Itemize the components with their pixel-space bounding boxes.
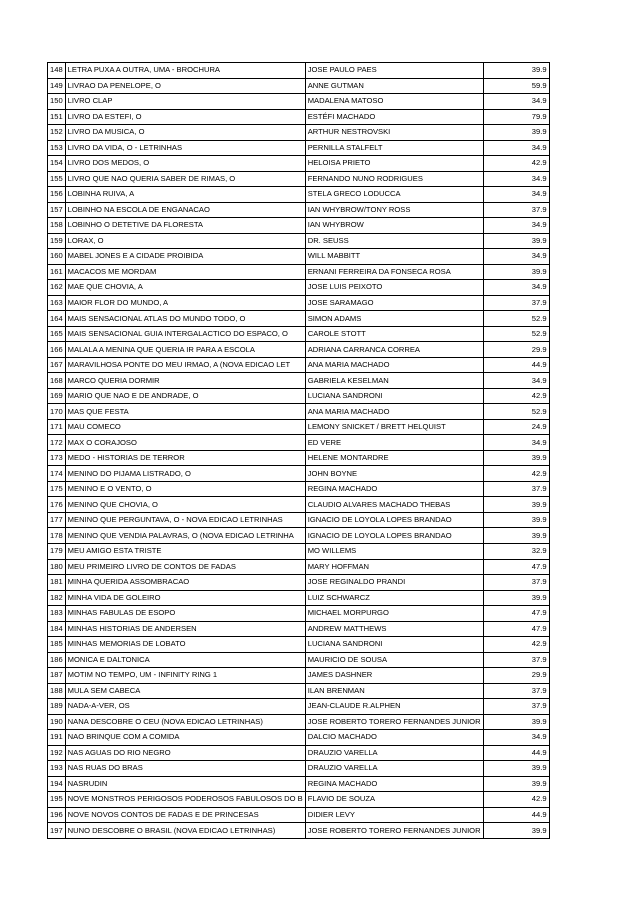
row-number: 161: [48, 264, 66, 280]
row-number: 193: [48, 761, 66, 777]
author-cell: FERNANDO NUNO RODRIGUES: [305, 171, 483, 187]
row-number: 177: [48, 512, 66, 528]
price-cell: 37.9: [483, 683, 549, 699]
book-title-cell: NAO BRINQUE COM A COMIDA: [65, 730, 305, 746]
table-row: [48, 233, 550, 249]
price-cell: 42.9: [483, 388, 549, 404]
book-title-cell: LETRA PUXA A OUTRA, UMA - BROCHURA: [65, 63, 305, 79]
book-title-cell: MEDO - HISTORIAS DE TERROR: [65, 450, 305, 466]
author-cell: LUCIANA SANDRONI: [305, 388, 483, 404]
price-cell: 34.9: [483, 373, 549, 389]
book-title-cell: MAIS SENSACIONAL ATLAS DO MUNDO TODO, O: [65, 311, 305, 327]
book-title-cell: LIVRO DA MUSICA, O: [65, 125, 305, 141]
row-number: 150: [48, 94, 66, 110]
price-cell: 34.9: [483, 171, 549, 187]
book-title-cell: NAS RUAS DO BRAS: [65, 761, 305, 777]
book-title-cell: MOTIM NO TEMPO, UM - INFINITY RING 1: [65, 668, 305, 684]
row-number: 188: [48, 683, 66, 699]
book-title-cell: LORAX, O: [65, 233, 305, 249]
table-row: [48, 311, 550, 327]
table-row: [48, 823, 550, 839]
row-number: 185: [48, 637, 66, 653]
row-number: 172: [48, 435, 66, 451]
table-row: [48, 109, 550, 125]
author-cell: HELENE MONTARDRE: [305, 450, 483, 466]
row-number: 183: [48, 606, 66, 622]
book-title-cell: MALALA A MENINA QUE QUERIA IR PARA A ESCOLA: [65, 342, 305, 358]
author-cell: LUCIANA SANDRONI: [305, 637, 483, 653]
row-number: 165: [48, 326, 66, 342]
row-number: 187: [48, 668, 66, 684]
row-number: 178: [48, 528, 66, 544]
table-row: [48, 792, 550, 808]
author-cell: MARY HOFFMAN: [305, 559, 483, 575]
book-title-cell: MARIO QUE NAO E DE ANDRADE, O: [65, 388, 305, 404]
table-row: [48, 419, 550, 435]
author-cell: IGNACIO DE LOYOLA LOPES BRANDAO: [305, 528, 483, 544]
author-cell: ANA MARIA MACHADO: [305, 357, 483, 373]
book-title-cell: LIVRO CLAP: [65, 94, 305, 110]
table-row: [48, 94, 550, 110]
table-row: [48, 590, 550, 606]
author-cell: GABRIELA KESELMAN: [305, 373, 483, 389]
table-row: [48, 699, 550, 715]
row-number: 153: [48, 140, 66, 156]
author-cell: SIMON ADAMS: [305, 311, 483, 327]
table-row: [48, 466, 550, 482]
row-number: 171: [48, 419, 66, 435]
book-title-cell: NAS AGUAS DO RIO NEGRO: [65, 745, 305, 761]
table-row: [48, 575, 550, 591]
author-cell: ILAN BRENMAN: [305, 683, 483, 699]
price-cell: 37.9: [483, 652, 549, 668]
table-row: [48, 249, 550, 265]
book-title-cell: MAIOR FLOR DO MUNDO, A: [65, 295, 305, 311]
price-cell: 39.9: [483, 264, 549, 280]
table-row: [48, 357, 550, 373]
row-number: 156: [48, 187, 66, 203]
table-row: [48, 714, 550, 730]
author-cell: CLAUDIO ALVARES MACHADO THEBAS: [305, 497, 483, 513]
row-number: 162: [48, 280, 66, 296]
row-number: 163: [48, 295, 66, 311]
book-title-cell: MEU AMIGO ESTA TRISTE: [65, 543, 305, 559]
table-row: [48, 326, 550, 342]
price-cell: 39.9: [483, 233, 549, 249]
table-row: [48, 776, 550, 792]
author-cell: CAROLE STOTT: [305, 326, 483, 342]
table-row: [48, 450, 550, 466]
book-title-cell: LOBINHO O DETETIVE DA FLORESTA: [65, 218, 305, 234]
author-cell: ANDREW MATTHEWS: [305, 621, 483, 637]
row-number: 189: [48, 699, 66, 715]
price-cell: 29.9: [483, 668, 549, 684]
price-cell: 42.9: [483, 156, 549, 172]
book-title-cell: LOBINHO NA ESCOLA DE ENGANACAO: [65, 202, 305, 218]
price-cell: 47.9: [483, 621, 549, 637]
table-row: [48, 280, 550, 296]
author-cell: MAURICIO DE SOUSA: [305, 652, 483, 668]
author-cell: IAN WHYBROW/TONY ROSS: [305, 202, 483, 218]
book-title-cell: MAIS SENSACIONAL GUIA INTERGALACTICO DO ESPACO, O: [65, 326, 305, 342]
price-cell: 39.9: [483, 776, 549, 792]
author-cell: JOSE LUIS PEIXOTO: [305, 280, 483, 296]
table-row: [48, 559, 550, 575]
author-cell: DALCIO MACHADO: [305, 730, 483, 746]
row-number: 159: [48, 233, 66, 249]
book-title-cell: MAX O CORAJOSO: [65, 435, 305, 451]
row-number: 196: [48, 807, 66, 823]
price-cell: 59.9: [483, 78, 549, 94]
author-cell: JOSE ROBERTO TORERO FERNANDES JUNIOR: [305, 823, 483, 839]
author-cell: MO WILLEMS: [305, 543, 483, 559]
book-title-cell: MABEL JONES E A CIDADE PROIBIDA: [65, 249, 305, 265]
table-row: [48, 156, 550, 172]
author-cell: DRAUZIO VARELLA: [305, 761, 483, 777]
author-cell: PERNILLA STALFELT: [305, 140, 483, 156]
row-number: 169: [48, 388, 66, 404]
price-cell: 44.9: [483, 807, 549, 823]
price-cell: 39.9: [483, 125, 549, 141]
author-cell: REGINA MACHADO: [305, 776, 483, 792]
book-title-cell: LIVRAO DA PENELOPE, O: [65, 78, 305, 94]
price-cell: 39.9: [483, 497, 549, 513]
price-cell: 37.9: [483, 481, 549, 497]
row-number: 164: [48, 311, 66, 327]
price-cell: 39.9: [483, 714, 549, 730]
book-price-table: [47, 62, 550, 839]
author-cell: WILL MABBITT: [305, 249, 483, 265]
book-title-cell: NUNO DESCOBRE O BRASIL (NOVA EDICAO LETRINHAS): [65, 823, 305, 839]
table-row: [48, 202, 550, 218]
author-cell: DIDIER LEVY: [305, 807, 483, 823]
author-cell: MICHAEL MORPURGO: [305, 606, 483, 622]
author-cell: JOSE SARAMAGO: [305, 295, 483, 311]
book-title-cell: MEU PRIMEIRO LIVRO DE CONTOS DE FADAS: [65, 559, 305, 575]
price-cell: 34.9: [483, 435, 549, 451]
table-row: [48, 683, 550, 699]
row-number: 175: [48, 481, 66, 497]
table-row: [48, 435, 550, 451]
price-cell: 39.9: [483, 590, 549, 606]
row-number: 166: [48, 342, 66, 358]
row-number: 148: [48, 63, 66, 79]
table-row: [48, 668, 550, 684]
row-number: 151: [48, 109, 66, 125]
price-cell: 34.9: [483, 140, 549, 156]
price-cell: 52.9: [483, 326, 549, 342]
table-row: [48, 543, 550, 559]
table-body: [48, 63, 550, 839]
book-title-cell: NOVE MONSTROS PERIGOSOS PODEROSOS FABULOSOS DO B: [65, 792, 305, 808]
table-row: [48, 528, 550, 544]
book-title-cell: LOBINHA RUIVA, A: [65, 187, 305, 203]
book-title-cell: LIVRO DA ESTEFI, O: [65, 109, 305, 125]
row-number: 191: [48, 730, 66, 746]
price-cell: 24.9: [483, 419, 549, 435]
price-cell: 37.9: [483, 202, 549, 218]
book-title-cell: MINHA VIDA DE GOLEIRO: [65, 590, 305, 606]
row-number: 195: [48, 792, 66, 808]
price-cell: 34.9: [483, 218, 549, 234]
author-cell: ESTÉFI MACHADO: [305, 109, 483, 125]
row-number: 167: [48, 357, 66, 373]
author-cell: IAN WHYBROW: [305, 218, 483, 234]
row-number: 182: [48, 590, 66, 606]
author-cell: JOSE PAULO PAES: [305, 63, 483, 79]
price-cell: 44.9: [483, 357, 549, 373]
author-cell: FLAVIO DE SOUZA: [305, 792, 483, 808]
author-cell: HELOISA PRIETO: [305, 156, 483, 172]
book-title-cell: NADA-A-VER, OS: [65, 699, 305, 715]
author-cell: JOSE ROBERTO TORERO FERNANDES JUNIOR: [305, 714, 483, 730]
author-cell: JOHN BOYNE: [305, 466, 483, 482]
price-cell: 42.9: [483, 466, 549, 482]
row-number: 155: [48, 171, 66, 187]
price-cell: 34.9: [483, 94, 549, 110]
row-number: 190: [48, 714, 66, 730]
book-title-cell: MULA SEM CABECA: [65, 683, 305, 699]
price-cell: 34.9: [483, 280, 549, 296]
row-number: 170: [48, 404, 66, 420]
author-cell: LEMONY SNICKET / BRETT HELQUIST: [305, 419, 483, 435]
book-title-cell: MENINO QUE CHOVIA, O: [65, 497, 305, 513]
row-number: 184: [48, 621, 66, 637]
price-cell: 34.9: [483, 730, 549, 746]
author-cell: DRAUZIO VARELLA: [305, 745, 483, 761]
author-cell: ANNE GUTMAN: [305, 78, 483, 94]
row-number: 149: [48, 78, 66, 94]
author-cell: LUIZ SCHWARCZ: [305, 590, 483, 606]
price-cell: 39.9: [483, 512, 549, 528]
book-title-cell: MINHAS MEMORIAS DE LOBATO: [65, 637, 305, 653]
table-row: [48, 373, 550, 389]
table-row: [48, 481, 550, 497]
author-cell: ED VERE: [305, 435, 483, 451]
table-row: [48, 606, 550, 622]
book-title-cell: MENINO QUE PERGUNTAVA, O - NOVA EDICAO LETRINHAS: [65, 512, 305, 528]
table-row: [48, 187, 550, 203]
price-cell: 44.9: [483, 745, 549, 761]
table-row: [48, 621, 550, 637]
book-title-cell: MENINO DO PIJAMA LISTRADO, O: [65, 466, 305, 482]
table-row: [48, 388, 550, 404]
row-number: 180: [48, 559, 66, 575]
row-number: 157: [48, 202, 66, 218]
row-number: 192: [48, 745, 66, 761]
book-title-cell: MINHA QUERIDA ASSOMBRACAO: [65, 575, 305, 591]
price-cell: 42.9: [483, 792, 549, 808]
price-cell: 52.9: [483, 311, 549, 327]
book-title-cell: MACACOS ME MORDAM: [65, 264, 305, 280]
price-cell: 34.9: [483, 249, 549, 265]
price-cell: 79.9: [483, 109, 549, 125]
row-number: 179: [48, 543, 66, 559]
table-row: [48, 125, 550, 141]
book-title-cell: MINHAS HISTORIAS DE ANDERSEN: [65, 621, 305, 637]
book-title-cell: NASRUDIN: [65, 776, 305, 792]
row-number: 158: [48, 218, 66, 234]
price-cell: 37.9: [483, 699, 549, 715]
book-title-cell: MAS QUE FESTA: [65, 404, 305, 420]
author-cell: STELA GRECO LODUCCA: [305, 187, 483, 203]
author-cell: JOSE REGINALDO PRANDI: [305, 575, 483, 591]
book-title-cell: NOVE NOVOS CONTOS DE FADAS E DE PRINCESAS: [65, 807, 305, 823]
book-title-cell: MAE QUE CHOVIA, A: [65, 280, 305, 296]
author-cell: ARTHUR NESTROVSKI: [305, 125, 483, 141]
row-number: 174: [48, 466, 66, 482]
table-row: [48, 761, 550, 777]
price-cell: 42.9: [483, 637, 549, 653]
price-cell: 37.9: [483, 575, 549, 591]
author-cell: IGNACIO DE LOYOLA LOPES BRANDAO: [305, 512, 483, 528]
price-cell: 32.9: [483, 543, 549, 559]
author-cell: DR. SEUSS: [305, 233, 483, 249]
row-number: 152: [48, 125, 66, 141]
row-number: 197: [48, 823, 66, 839]
price-cell: 37.9: [483, 295, 549, 311]
table-row: [48, 730, 550, 746]
author-cell: MADALENA MATOSO: [305, 94, 483, 110]
price-cell: 29.9: [483, 342, 549, 358]
book-title-cell: LIVRO DA VIDA, O - LETRINHAS: [65, 140, 305, 156]
table-row: [48, 63, 550, 79]
row-number: 194: [48, 776, 66, 792]
price-cell: 39.9: [483, 450, 549, 466]
book-title-cell: MENINO E O VENTO, O: [65, 481, 305, 497]
price-cell: 47.9: [483, 606, 549, 622]
book-title-cell: MINHAS FABULAS DE ESOPO: [65, 606, 305, 622]
author-cell: JAMES DASHNER: [305, 668, 483, 684]
author-cell: REGINA MACHADO: [305, 481, 483, 497]
price-cell: 39.9: [483, 528, 549, 544]
book-title-cell: MARCO QUERIA DORMIR: [65, 373, 305, 389]
row-number: 176: [48, 497, 66, 513]
table-row: [48, 218, 550, 234]
table-row: [48, 807, 550, 823]
price-cell: 39.9: [483, 63, 549, 79]
book-title-cell: MARAVILHOSA PONTE DO MEU IRMAO, A (NOVA EDICAO LET: [65, 357, 305, 373]
row-number: 181: [48, 575, 66, 591]
row-number: 186: [48, 652, 66, 668]
table-row: [48, 78, 550, 94]
table-row: [48, 342, 550, 358]
price-cell: 34.9: [483, 187, 549, 203]
table-row: [48, 171, 550, 187]
book-title-cell: MENINO QUE VENDIA PALAVRAS, O (NOVA EDICAO LETRINHA: [65, 528, 305, 544]
book-title-cell: LIVRO DOS MEDOS, O: [65, 156, 305, 172]
table-row: [48, 404, 550, 420]
table-row: [48, 637, 550, 653]
row-number: 168: [48, 373, 66, 389]
price-cell: 47.9: [483, 559, 549, 575]
row-number: 173: [48, 450, 66, 466]
table-row: [48, 295, 550, 311]
book-title-cell: MAU COMECO: [65, 419, 305, 435]
book-title-cell: LIVRO QUE NAO QUERIA SABER DE RIMAS, O: [65, 171, 305, 187]
author-cell: JEAN-CLAUDE R.ALPHEN: [305, 699, 483, 715]
table-row: [48, 652, 550, 668]
book-title-cell: NANA DESCOBRE O CEU (NOVA EDICAO LETRINHAS): [65, 714, 305, 730]
table-row: [48, 140, 550, 156]
table-row: [48, 745, 550, 761]
table-row: [48, 264, 550, 280]
table-row: [48, 512, 550, 528]
row-number: 160: [48, 249, 66, 265]
author-cell: ADRIANA CARRANCA CORREA: [305, 342, 483, 358]
author-cell: ERNANI FERREIRA DA FONSECA ROSA: [305, 264, 483, 280]
price-cell: 39.9: [483, 823, 549, 839]
price-cell: 39.9: [483, 761, 549, 777]
table-row: [48, 497, 550, 513]
author-cell: ANA MARIA MACHADO: [305, 404, 483, 420]
row-number: 154: [48, 156, 66, 172]
price-cell: 52.9: [483, 404, 549, 420]
book-title-cell: MONICA E DALTONICA: [65, 652, 305, 668]
